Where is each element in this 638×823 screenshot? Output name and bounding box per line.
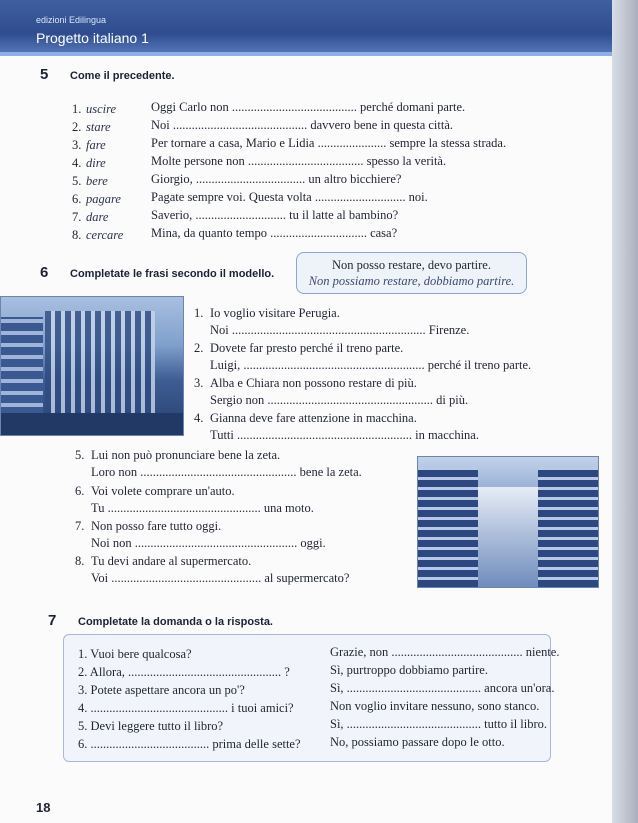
ex6-item-prompt: Dovete far presto perché il treno parte. — [210, 341, 404, 355]
ex6-item-prompt: Tu devi andare al supermercato. — [91, 554, 252, 568]
ex6-item-answer: Sergio non ..................................................... di più. — [210, 393, 469, 407]
ex6-item-answer: Luigi, .......................................................... perché il treno parte. — [210, 358, 532, 372]
exercise-5-instruction: Come il precedente. — [70, 70, 175, 82]
ex5-item-sentence: Pagate sempre voi. Questa volta ............................. noi. — [151, 190, 428, 204]
ex6-item-number: 3. — [194, 376, 204, 390]
ex5-item-verb: dare — [86, 210, 109, 224]
ex5-item-verb: stare — [86, 120, 111, 134]
ex5-item-number: 7. — [72, 210, 82, 224]
ex6-item-number: 6. — [75, 484, 85, 498]
ex7-answer: Sì, ........................................... ancora un'ora. — [330, 681, 555, 695]
supermarket-photo — [417, 456, 599, 588]
ex5-item-verb: dire — [86, 156, 106, 170]
florence-cathedral-photo — [0, 296, 184, 436]
ex5-item-verb: bere — [86, 174, 108, 188]
model-line-1: Non posso restare, devo partire. — [332, 258, 491, 272]
ex5-item-number: 8. — [72, 228, 82, 242]
page-edge-shadow — [612, 0, 638, 823]
ex6-item-number: 8. — [75, 554, 85, 568]
header-band — [0, 0, 612, 56]
ex7-question: 3. Potete aspettare ancora un po'? — [78, 683, 245, 697]
ex6-item-number: 1. — [194, 306, 204, 320]
ex5-item-number: 1. — [72, 102, 82, 116]
ex5-item-number: 6. — [72, 192, 82, 206]
ex5-item-sentence: Oggi Carlo non ........................................ perché domani parte. — [151, 100, 466, 114]
ex7-answer: No, possiamo passare dopo le otto. — [330, 735, 505, 749]
exercise-6-number: 6 — [40, 264, 49, 281]
ex7-answer: Grazie, non .......................................... niente. — [330, 645, 560, 659]
ex6-item-number: 2. — [194, 341, 204, 355]
ex7-question: 2. Allora, ................................................. ? — [78, 665, 290, 679]
ex6-item-prompt: Non posso fare tutto oggi. — [91, 519, 222, 533]
ex5-item-number: 4. — [72, 156, 82, 170]
ex5-item-sentence: Giorgio, ................................... un altro bicchiere? — [151, 172, 402, 186]
ex7-question: 5. Devi leggere tutto il libro? — [78, 719, 224, 733]
ex7-question: 4. ............................................ i tuoi amici? — [78, 701, 294, 715]
ex5-item-sentence: Mina, da quanto tempo ............................... casa? — [151, 226, 398, 240]
model-example-box — [296, 252, 527, 294]
exercise-7-instruction: Completate la domanda o la risposta. — [78, 616, 273, 628]
ex5-item-number: 5. — [72, 174, 82, 188]
ex6-item-prompt: Gianna deve fare attenzione in macchina. — [210, 411, 417, 425]
ex7-answer: Sì, ........................................... tutto il libro. — [330, 717, 548, 731]
page-number: 18 — [36, 800, 51, 815]
ex5-item-verb: pagare — [86, 192, 121, 206]
ex6-item-number: 7. — [75, 519, 85, 533]
ex5-item-sentence: Per tornare a casa, Mario e Lidia ...................... sempre la stessa strada. — [151, 136, 507, 150]
ex6-item-answer: Noi non .................................................... oggi. — [91, 536, 326, 550]
ex5-item-verb: fare — [86, 138, 106, 152]
ex5-item-number: 2. — [72, 120, 82, 134]
ex6-item-number: 5. — [75, 448, 85, 462]
ex5-item-sentence: Noi ........................................... davvero bene in questa città. — [151, 118, 454, 132]
ex6-item-prompt: Lui non può pronunciare bene la zeta. — [91, 448, 281, 462]
ex7-answer: Non voglio invitare nessuno, sono stanco. — [330, 699, 540, 713]
ex5-item-verb: cercare — [86, 228, 124, 242]
exercise-5-number: 5 — [40, 66, 49, 83]
ex6-item-answer: Loro non .................................................. bene la zeta. — [91, 465, 362, 479]
ex6-item-number: 4. — [194, 411, 204, 425]
ex5-item-number: 3. — [72, 138, 82, 152]
ex5-item-verb: uscire — [86, 102, 117, 116]
publisher-label: edizioni Edilingua — [36, 15, 107, 25]
exercise-6-instruction: Completate le frasi secondo il modello. — [70, 268, 275, 280]
model-line-2: Non possiamo restare, dobbiamo partire. — [308, 274, 515, 288]
ex6-item-prompt: Alba e Chiara non possono restare di più. — [210, 376, 417, 390]
ex6-item-answer: Tutti ........................................................ in macchina. — [210, 428, 479, 442]
ex6-item-prompt: Voi volete comprare un'auto. — [91, 484, 235, 498]
ex7-question: 1. Vuoi bere qualcosa? — [78, 647, 192, 661]
ex6-item-answer: Voi ................................................ al supermercato? — [91, 571, 350, 585]
ex5-item-sentence: Molte persone non ..................................... spesso la verità. — [151, 154, 447, 168]
book-title: Progetto italiano 1 — [36, 30, 149, 46]
ex7-answer: Sì, purtroppo dobbiamo partire. — [330, 663, 488, 677]
ex5-item-sentence: Saverio, ............................. tu il latte al bambino? — [151, 208, 399, 222]
ex6-item-prompt: Io voglio visitare Perugia. — [210, 306, 340, 320]
ex7-question: 6. ...................................... prima delle sette? — [78, 737, 301, 751]
exercise-7-number: 7 — [48, 612, 57, 629]
ex6-item-answer: Noi .............................................................. Firenze. — [210, 323, 470, 337]
ex6-item-answer: Tu ................................................. una moto. — [91, 501, 314, 515]
